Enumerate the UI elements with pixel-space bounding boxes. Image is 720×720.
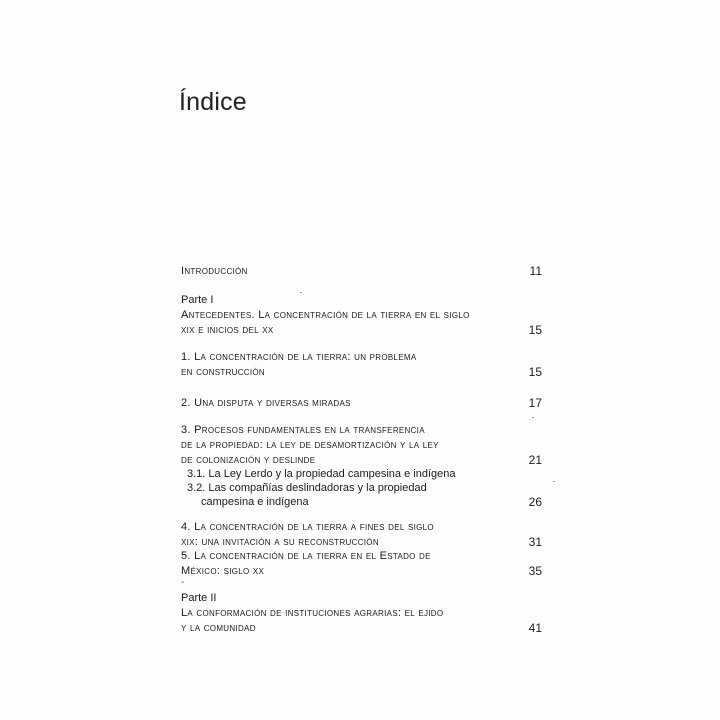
toc-entry-ch3-line1[interactable]: 3. Procesos fundamentales en la transferencia (181, 424, 425, 436)
page-title: Índice (179, 88, 247, 116)
toc-entry-ch5-line1[interactable]: 5. La concentración de la tierra en el Estado de (181, 550, 431, 562)
toc-page-number: 26 (528, 495, 542, 509)
toc-entry-ch2[interactable]: 2. Una disputa y diversas miradas (181, 397, 351, 409)
toc-entry-ch3-line3[interactable]: de colonización y deslinde (181, 454, 316, 466)
toc-subentry-3-1[interactable]: 3.1. La Ley Lerdo y la propiedad campesina e indígena (187, 468, 456, 480)
toc-subentry-3-2-line2[interactable]: campesina e indígena (201, 496, 309, 508)
toc-page-number: 17 (528, 396, 542, 410)
part-label: Parte II (181, 592, 217, 604)
toc-page-number: 15 (528, 365, 542, 379)
stray-mark: - (181, 577, 185, 588)
paper-speck (553, 481, 555, 482)
toc-entry-ch1-line2[interactable]: en construcción (181, 366, 266, 378)
toc-entry-ch4-line2[interactable]: xix: una invitación a su reconstrucción (181, 536, 379, 548)
toc-page-number: 21 (528, 453, 542, 467)
toc-entry-ch3-line2[interactable]: de la propiedad: la ley de desamortización y la ley (181, 439, 439, 451)
toc-entry-ch1-line1[interactable]: 1. La concentración de la tierra: un problema (181, 351, 417, 363)
toc-entry-parte2-line2[interactable]: y la comunidad (181, 622, 256, 634)
part-label: Parte I (181, 294, 214, 306)
toc-page-number: 35 (528, 564, 542, 578)
toc-entry-ch4-line1[interactable]: 4. La concentración de la tierra a fines del siglo (181, 521, 434, 533)
toc-entry-ch5-line2[interactable]: México: siglo xx (181, 565, 265, 577)
toc-entry-parte2-line1[interactable]: La conformación de instituciones agrarias: el ejido (181, 607, 444, 619)
toc-entry-parte1-line1[interactable]: Antecedentes. La concentración de la tierra en el siglo (181, 309, 470, 321)
toc-page-number: 41 (528, 621, 542, 635)
toc-subentry-3-2-line1[interactable]: 3.2. Las compañías deslindadoras y la propiedad (187, 482, 427, 494)
paper-speck (532, 417, 534, 418)
toc-page-number: 11 (529, 264, 542, 278)
toc-page-number: 15 (528, 323, 542, 337)
toc-page-number: 31 (528, 535, 542, 549)
paper-speck (300, 292, 302, 293)
toc-entry-introduccion[interactable]: Introducción (181, 265, 248, 277)
toc-entry-parte1-line2[interactable]: xix e inicios del xx (181, 324, 274, 336)
